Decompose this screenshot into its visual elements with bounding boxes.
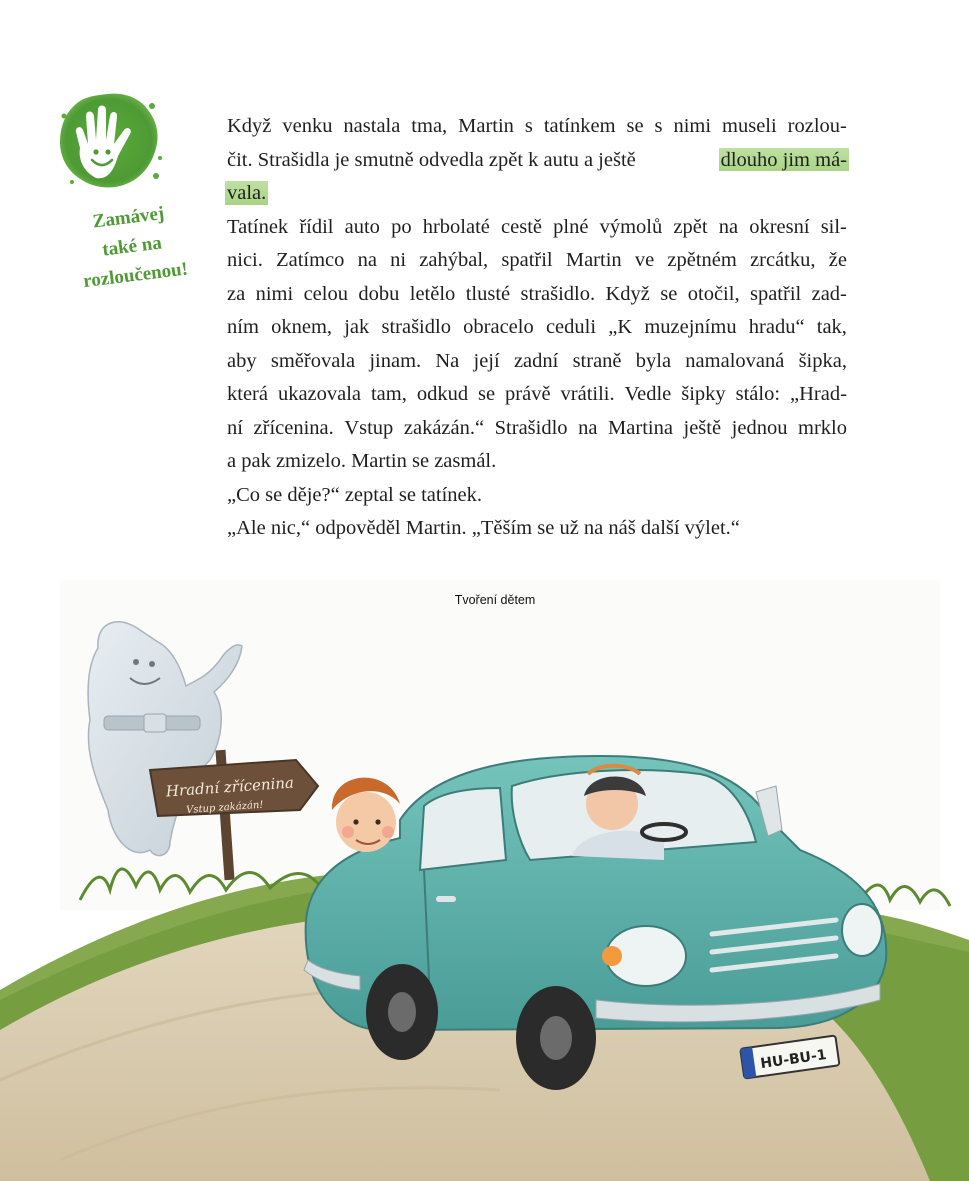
word: právě — [505, 383, 551, 405]
word: šipka, — [798, 349, 847, 372]
word: po — [391, 215, 412, 238]
word: nastala — [343, 115, 401, 137]
word: zakázán.“ — [403, 416, 485, 439]
word: zrcátku, — [750, 249, 816, 271]
story-line — [227, 311, 847, 345]
word: venku — [282, 115, 333, 137]
story-line — [227, 412, 847, 446]
word: obracelo — [463, 316, 534, 338]
word: která — [227, 383, 268, 405]
word: výmolů — [599, 215, 663, 238]
word: ukazovala — [277, 383, 362, 405]
word: se — [478, 383, 496, 405]
word: její — [473, 349, 500, 372]
word: oknem, — [271, 316, 333, 338]
story-line: a pak zmizelo. Martin se zasmál. — [227, 450, 497, 472]
word: zadní — [513, 349, 559, 372]
story-text — [227, 110, 847, 546]
word: hrbolaté — [422, 215, 490, 238]
word: sil- — [820, 215, 847, 238]
highlighted-phrase: dlouho jim má- — [719, 144, 849, 178]
word: na — [357, 249, 377, 271]
license-plate-text: HU-BU-1 — [759, 1046, 828, 1073]
word: nimi — [673, 115, 712, 137]
story-line — [227, 110, 847, 144]
word: jednou — [731, 416, 788, 439]
word: Martin — [565, 249, 622, 271]
word: auto — [344, 215, 380, 238]
word: tma, — [411, 115, 448, 137]
word: se — [660, 282, 678, 305]
word: plné — [553, 215, 589, 238]
sign-line-1: Hradní zřícenina — [165, 773, 295, 801]
side-note-line: také na — [101, 232, 163, 261]
story-line-highlighted — [227, 144, 847, 178]
word: nici. — [227, 249, 263, 271]
word: Když — [227, 115, 272, 137]
word: tak, — [816, 316, 847, 338]
word: zřícenina. — [253, 416, 334, 439]
word: rozlou- — [787, 115, 847, 137]
word: mrklo — [798, 416, 847, 439]
word: jinam. — [369, 349, 422, 372]
word: hradu“ — [748, 316, 805, 338]
word: Vstup — [344, 416, 394, 439]
word: s — [524, 115, 533, 137]
word: řídil — [299, 215, 334, 238]
illustration — [0, 560, 969, 1181]
word: museli — [722, 115, 777, 137]
caption: Tvoření dětem — [454, 593, 536, 607]
word: ve — [634, 249, 655, 271]
word: dobu — [358, 282, 400, 305]
word: vrátili. — [560, 383, 615, 405]
word: Martina — [608, 416, 673, 439]
word: letělo — [409, 282, 456, 305]
word: otočil, — [687, 282, 740, 305]
word: ceduli — [545, 316, 597, 338]
word: tam, — [370, 383, 407, 405]
word: na — [578, 416, 598, 439]
word: nimi — [255, 282, 294, 305]
word: „K — [608, 316, 633, 338]
word: ni — [390, 249, 407, 271]
word: straně — [572, 349, 622, 372]
word: byla — [635, 349, 672, 372]
word: okresní — [749, 215, 810, 238]
word: Když — [605, 282, 650, 305]
story-line — [227, 378, 847, 412]
word: Martin — [458, 115, 514, 137]
word: cestě — [501, 215, 543, 238]
word: tatínkem — [543, 115, 616, 137]
word: Tatínek — [227, 215, 289, 238]
story-line: „Ale nic,“ odpověděl Martin. „Těším se už na náš další výlet.“ — [227, 517, 740, 539]
word: Zatímco — [276, 249, 345, 271]
word: ní — [227, 416, 243, 439]
word: strašidlo — [381, 316, 451, 338]
side-note-line: Zamávej — [91, 202, 166, 233]
story-line — [227, 278, 847, 312]
story-line: „Co se děje?“ zeptal se tatínek. — [227, 483, 482, 506]
word: Strašidlo — [494, 416, 568, 439]
word: celou — [303, 282, 348, 305]
waving-hand-icon — [52, 86, 164, 194]
story-line — [227, 211, 847, 245]
sign-line-2: Vstup zakázán! — [185, 799, 264, 817]
word: Na — [435, 349, 460, 372]
word: zahýbal, — [419, 249, 489, 271]
word: aby — [227, 349, 257, 372]
word: ním — [227, 316, 259, 338]
word: spatřil — [749, 282, 802, 305]
word: Vedle — [624, 383, 672, 405]
word: ještě — [683, 416, 722, 439]
word: že — [828, 249, 847, 271]
side-note — [57, 195, 207, 298]
word: šipky — [681, 383, 726, 405]
word: s — [654, 115, 663, 137]
word: se — [626, 115, 644, 137]
word: směřovala — [270, 349, 356, 372]
word: jak — [344, 316, 370, 338]
word: namalovaná — [685, 349, 785, 372]
story-line-prefix: čit. Strašidla je smutně odvedla zpět k autu a ještě — [227, 148, 636, 171]
word: na — [718, 215, 739, 238]
word: zad- — [811, 282, 847, 305]
word: stálo: — [735, 383, 781, 405]
word: zpět — [673, 215, 708, 238]
word: tlusté — [465, 282, 511, 305]
word: zpětném — [667, 249, 737, 271]
word: spatřil — [501, 249, 553, 271]
word: za — [227, 282, 246, 305]
word: odkud — [416, 383, 469, 405]
story-line — [227, 345, 847, 379]
word: muzejnímu — [644, 316, 737, 338]
highlighted-phrase: vala. — [225, 177, 268, 211]
story-line — [227, 244, 847, 278]
word: strašidlo. — [520, 282, 596, 305]
side-note-line: rozloučenou! — [82, 258, 190, 293]
story-line-highlighted — [227, 177, 847, 211]
word: „Hrad- — [789, 383, 847, 405]
